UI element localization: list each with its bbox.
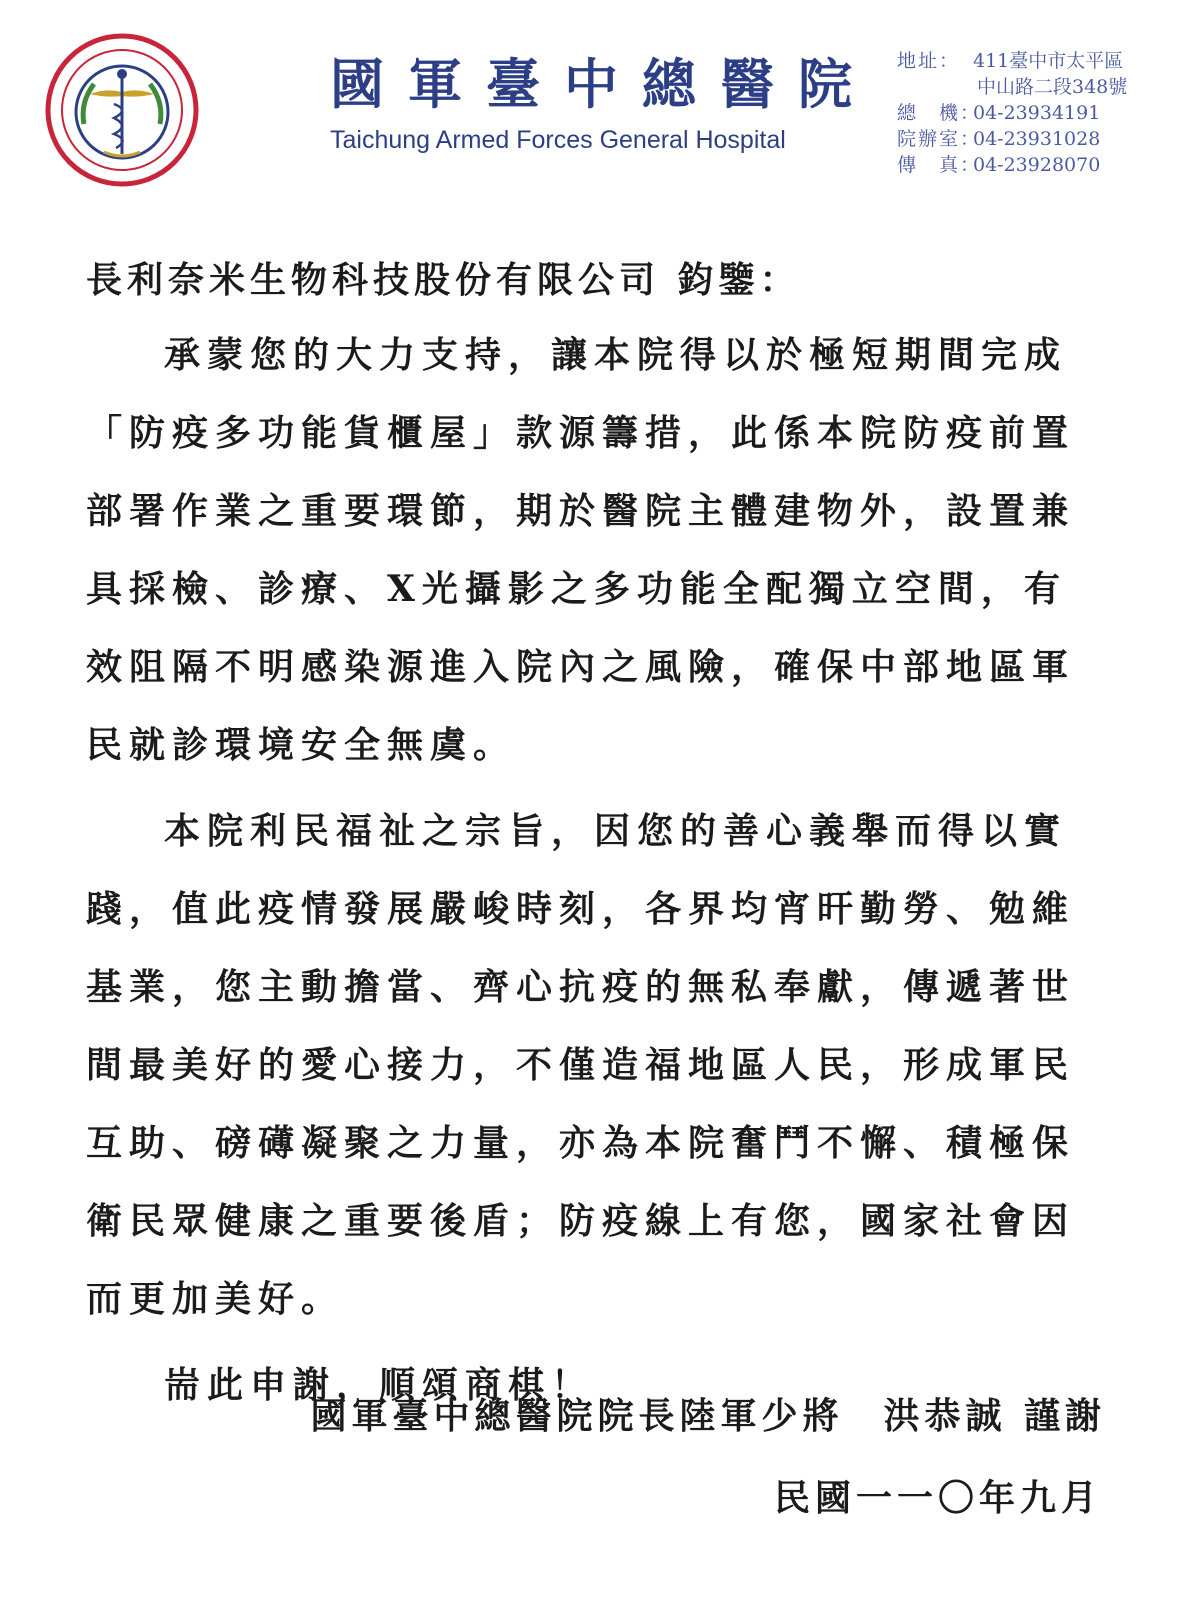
fax-label: 傳 真： xyxy=(897,154,982,176)
paragraph-line: 部署作業之重要環節，期於醫院主體建物外，設置兼 xyxy=(86,490,1076,532)
switchboard-label: 總 機： xyxy=(897,102,982,124)
address-label: 地址： xyxy=(897,50,961,72)
office-label: 院辦室： xyxy=(897,128,982,150)
paragraph-line: 效阻隔不明感染源進入院內之風險，確保中部地區軍 xyxy=(86,646,1076,688)
paragraph-line: 互助、磅礡凝聚之力量，亦為本院奮鬥不懈、積極保 xyxy=(86,1122,1076,1164)
paragraph-1 xyxy=(86,316,1086,784)
fax-row xyxy=(897,152,1197,178)
letterhead xyxy=(0,0,1200,200)
address-line1: 411臺中市太平區 xyxy=(973,50,1124,72)
office-number: 04-23931028 xyxy=(973,128,1101,150)
paragraph-line: 「防疫多功能貨櫃屋」款源籌措，此係本院防疫前置 xyxy=(86,412,1076,454)
paragraph-line: 踐，值此疫情發展嚴峻時刻，各界均宵旰勤勞、勉維 xyxy=(86,888,1076,930)
address-line2: 中山路二段348號 xyxy=(977,76,1128,98)
hospital-name-chinese: 國軍臺中總醫院 xyxy=(330,53,876,116)
address-row xyxy=(897,48,1197,74)
letter-body xyxy=(86,252,1106,1424)
hospital-name-english: Taichung Armed Forces General Hospital xyxy=(330,126,786,154)
paragraph-line: 承蒙您的大力支持，讓本院得以於極短期間完成 xyxy=(164,334,1068,376)
signature-line xyxy=(310,1388,1106,1439)
contact-block xyxy=(897,48,1197,178)
letter-date: 民國一一〇年九月 xyxy=(773,1477,1102,1519)
salutation: 長利奈米生物科技股份有限公司 鈞鑒： xyxy=(86,259,801,301)
switchboard-number: 04-23934191 xyxy=(973,102,1101,124)
paragraph-2 xyxy=(86,792,1086,1338)
paragraph-line: 基業，您主動擔當、齊心抗疫的無私奉獻，傳遞著世 xyxy=(86,966,1076,1008)
paragraph-line: 間最美好的愛心接力，不僅造福地區人民，形成軍民 xyxy=(86,1044,1076,1086)
paragraph-line: 具採檢、診療、X光攝影之多功能全配獨立空間，有 xyxy=(86,568,1067,610)
signature-name: 洪恭誠 謹謝 xyxy=(883,1395,1106,1437)
closing-phrase: 耑此申謝，順頌商棋！ xyxy=(164,1364,595,1406)
fax-number: 04-23928070 xyxy=(973,154,1101,176)
switchboard-row xyxy=(897,100,1197,126)
signature-title: 國軍臺中總醫院院長陸軍少將 xyxy=(310,1395,844,1437)
paragraph-line: 民就診環境安全無虞。 xyxy=(86,724,517,766)
paragraph-line: 而更加美好。 xyxy=(86,1278,345,1320)
paragraph-line: 衛民眾健康之重要後盾；防疫線上有您，國家社會因 xyxy=(86,1200,1076,1242)
paragraph-line: 本院利民福祉之宗旨，因您的善心義舉而得以實 xyxy=(164,810,1068,852)
hospital-seal-logo xyxy=(44,32,200,188)
office-row xyxy=(897,126,1197,152)
